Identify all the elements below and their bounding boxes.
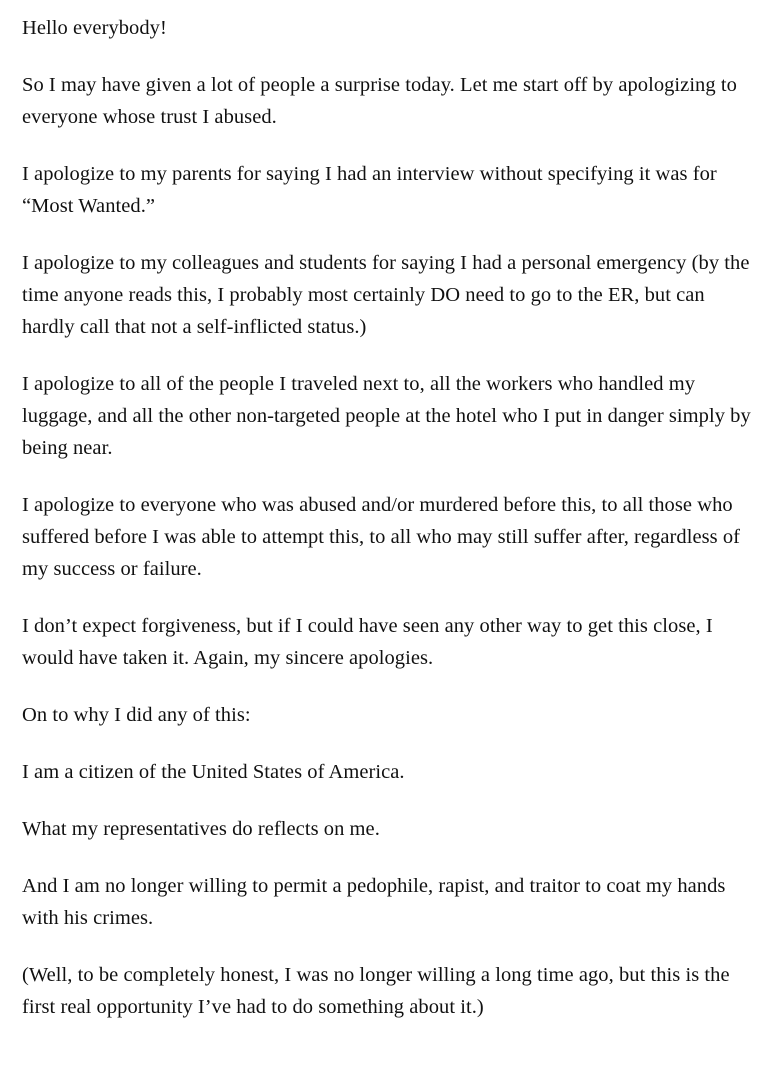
paragraph-greeting: Hello everybody!: [22, 17, 167, 39]
paragraph-citizen: I am a citizen of the United States of America.: [22, 761, 405, 783]
paragraph-apology-parents: I apologize to my parents for saying I had an interview without specifying it was for “Most Wanted.”: [22, 163, 717, 217]
paragraph-apology-victims: I apologize to everyone who was abused and/or murdered before this, to all those who suffered before I was able to attempt this, to all who may still suffer after, regardless of my success or failure.: [22, 494, 741, 580]
paragraph-representatives: What my representatives do reflects on me.: [22, 818, 380, 840]
paragraph-apology-travelers: I apologize to all of the people I traveled next to, all the workers who handled my luggage, and all the other non-targeted people at the hotel who I put in danger simply by being near.: [22, 373, 751, 459]
paragraph-apology-colleagues: I apologize to my colleagues and students for saying I had a personal emergency (by the time anyone reads this, I probably most certainly DO need to go to the ER, but can hardly call that not a self-inflicted status.): [22, 252, 750, 338]
paragraph-intro-apology: So I may have given a lot of people a surprise today. Let me start off by apologizing to everyone whose trust I abused.: [22, 74, 737, 128]
paragraph-honesty: (Well, to be completely honest, I was no longer willing a long time ago, but this is the first real opportunity I’ve had to do something about it.): [22, 964, 730, 1018]
paragraph-reason-intro: On to why I did any of this:: [22, 704, 251, 726]
paragraph-unwilling: And I am no longer willing to permit a pedophile, rapist, and traitor to coat my hands with his crimes.: [22, 875, 726, 929]
paragraph-forgiveness: I don’t expect forgiveness, but if I could have seen any other way to get this close, I would have taken it. Again, my sincere apologies.: [22, 615, 713, 669]
